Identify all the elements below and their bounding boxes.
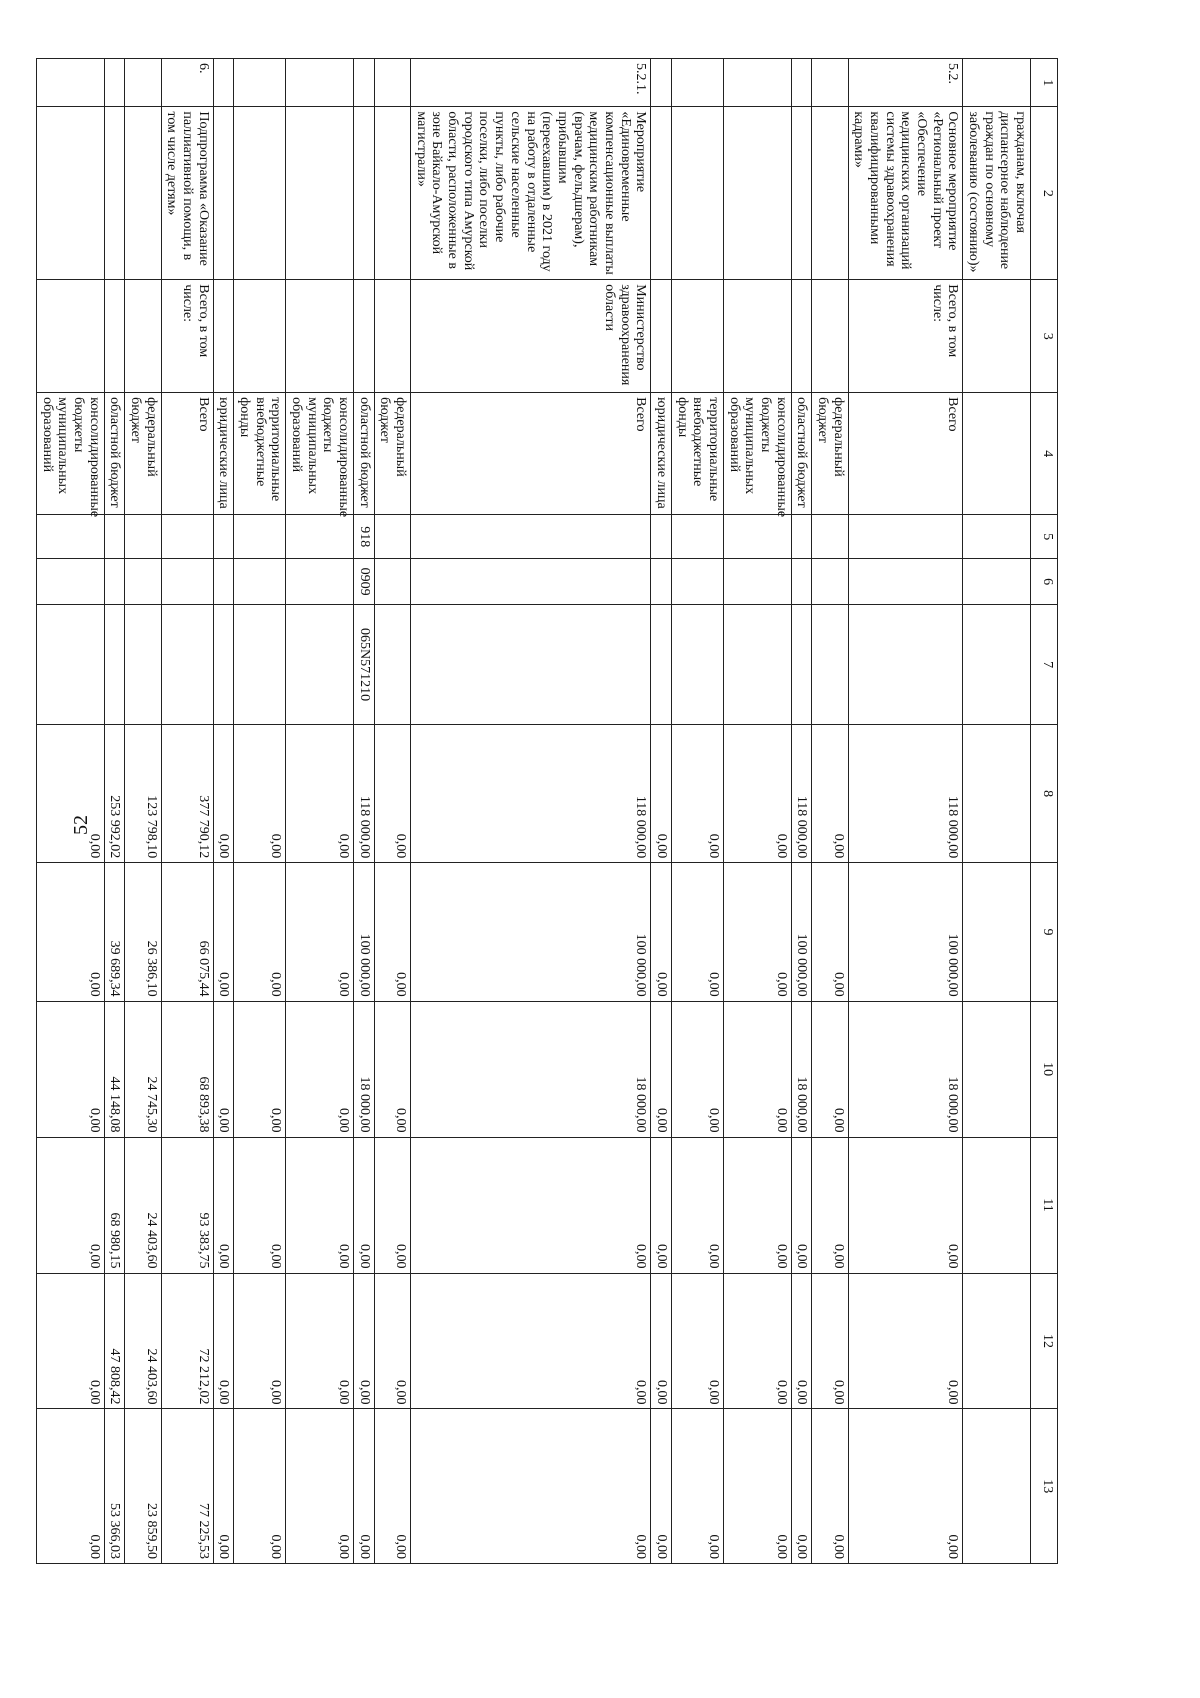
table-cell-col6 [723,559,791,605]
table-cell-col7 [161,605,213,725]
table-cell-col11: 0,00 [848,1137,963,1273]
table-cell-col2 [671,107,723,280]
header-cell: 4 [1031,393,1058,515]
table-cell-col10: 18 000,00 [848,1001,963,1137]
table-cell-col12: 0,00 [234,1273,286,1409]
table-body [37,59,1031,1564]
table-cell-col5 [963,515,1031,559]
table-cell-col9: 100 000,00 [791,863,812,1001]
table-cell-col12: 0,00 [411,1273,651,1409]
table-cell-col13: 53 366,03 [104,1409,125,1564]
table-cell-col10: 18 000,00 [354,1001,375,1137]
table-cell-col2 [37,107,105,280]
table-cell-col8: 123 798,10 [125,725,161,863]
table-cell-col12: 0,00 [37,1273,105,1409]
table-cell-col10 [963,1001,1031,1137]
table-cell-col11: 0,00 [374,1137,410,1273]
table-cell-col6 [791,559,812,605]
table-cell-col13 [963,1409,1031,1564]
table-cell-col10: 0,00 [651,1001,672,1137]
table-cell-col7 [411,605,651,725]
table-row [104,59,125,1564]
table-cell-col12: 0,00 [791,1273,812,1409]
table-cell-col5 [104,515,125,559]
table-cell-col10: 0,00 [234,1001,286,1137]
table-row [791,59,812,1564]
budget-table [36,58,1058,1564]
table-cell-col11 [963,1137,1031,1273]
table-cell-col5 [848,515,963,559]
table-cell-col3 [671,280,723,393]
table-cell-col8: 253 992,02 [104,725,125,863]
table-cell-col7 [125,605,161,725]
table-cell-col5 [651,515,672,559]
table-cell-col2 [104,107,125,280]
table-cell-col13: 0,00 [37,1409,105,1564]
table-cell-col11: 0,00 [354,1137,375,1273]
table-cell-col13: 0,00 [812,1409,848,1564]
table-cell-col4: территориальные внебюджетные фонды [234,393,286,515]
table-cell-col3 [791,280,812,393]
table-cell-col1 [37,59,105,107]
table-cell-col1 [671,59,723,107]
table-row [848,59,963,1564]
table-cell-col4: юридические лица [651,393,672,515]
table-cell-col2 [125,107,161,280]
table-cell-col9: 100 000,00 [848,863,963,1001]
table-cell-col4: консолидированные бюджеты муниципальных образований [286,393,354,515]
table-row [234,59,286,1564]
table-cell-col10: 18 000,00 [411,1001,651,1137]
header-cell: 5 [1031,515,1058,559]
table-cell-col4: федеральный бюджет [125,393,161,515]
table-cell-col4: областной бюджет [354,393,375,515]
table-cell-col4: федеральный бюджет [812,393,848,515]
table-row [161,59,213,1564]
header-cell: 2 [1031,107,1058,280]
table-cell-col6 [411,559,651,605]
table-cell-col5 [671,515,723,559]
table-row [651,59,672,1564]
table-cell-col13: 0,00 [791,1409,812,1564]
table-cell-col1: 6. [161,59,213,107]
table-cell-col13: 0,00 [848,1409,963,1564]
table-cell-col5: 918 [354,515,375,559]
table-cell-col9: 0,00 [651,863,672,1001]
table-row [286,59,354,1564]
table-cell-col9: 0,00 [234,863,286,1001]
table-cell-col8: 0,00 [671,725,723,863]
table-cell-col11: 0,00 [651,1137,672,1273]
table-cell-col13: 0,00 [671,1409,723,1564]
table-cell-col11: 0,00 [234,1137,286,1273]
table-cell-col2 [651,107,672,280]
table-cell-col1: 5.2.1. [411,59,651,107]
table-cell-col9: 66 075,44 [161,863,213,1001]
table-cell-col11: 0,00 [791,1137,812,1273]
header-cell: 13 [1031,1409,1058,1564]
header-cell: 7 [1031,605,1058,725]
table-cell-col6 [104,559,125,605]
table-cell-col10: 24 745,30 [125,1001,161,1137]
table-cell-col1 [213,59,234,107]
table-cell-col13: 0,00 [723,1409,791,1564]
table-cell-col11: 0,00 [671,1137,723,1273]
table-cell-col9: 0,00 [374,863,410,1001]
table-cell-col11: 0,00 [723,1137,791,1273]
table-cell-col4: Всего [411,393,651,515]
table-cell-col6 [848,559,963,605]
table-cell-col7 [37,605,105,725]
table-cell-col8: 0,00 [234,725,286,863]
table-cell-col7 [374,605,410,725]
table-cell-col3 [651,280,672,393]
table-cell-col5 [411,515,651,559]
table-cell-col9: 0,00 [37,863,105,1001]
table-row [37,59,105,1564]
table-cell-col13: 0,00 [374,1409,410,1564]
header-cell: 3 [1031,280,1058,393]
table-cell-col5 [791,515,812,559]
table-cell-col1 [651,59,672,107]
table-cell-col13: 0,00 [651,1409,672,1564]
table-cell-col11: 68 980,15 [104,1137,125,1273]
table-cell-col8: 118 000,00 [354,725,375,863]
table-cell-col10: 68 893,38 [161,1001,213,1137]
table-cell-col12: 24 403,60 [125,1273,161,1409]
table-row [671,59,723,1564]
table-cell-col5 [161,515,213,559]
table-cell-col3 [286,280,354,393]
table-cell-col10: 0,00 [37,1001,105,1137]
page-number: 52 [70,815,92,835]
table-cell-col5 [812,515,848,559]
header-cell: 9 [1031,863,1058,1001]
table-cell-col12: 0,00 [723,1273,791,1409]
table-cell-col8: 118 000,00 [411,725,651,863]
table-cell-col6: 0909 [354,559,375,605]
table-cell-col8: 118 000,00 [791,725,812,863]
table-row [125,59,161,1564]
table-cell-col7 [671,605,723,725]
table-cell-col9 [963,863,1031,1001]
table-cell-col2: гражданам, включая диспансерное наблюдение граждан по основному заболеванию (состоянию)» [963,107,1031,280]
table-cell-col8: 377 790,12 [161,725,213,863]
table-cell-col8: 118 000,00 [848,725,963,863]
table-cell-col13: 0,00 [354,1409,375,1564]
table-cell-col1: 5.2. [848,59,963,107]
table-cell-col6 [671,559,723,605]
table-cell-col8: 0,00 [723,725,791,863]
table-cell-col1 [791,59,812,107]
table-cell-col5 [723,515,791,559]
table-cell-col2 [234,107,286,280]
table-cell-col6 [213,559,234,605]
table-cell-col3 [354,280,375,393]
table-cell-col8: 0,00 [651,725,672,863]
table-cell-col11: 0,00 [411,1137,651,1273]
table-cell-col12: 0,00 [671,1273,723,1409]
table-row [723,59,791,1564]
table-cell-col5 [286,515,354,559]
table-cell-col10: 0,00 [812,1001,848,1137]
table-cell-col10: 18 000,00 [791,1001,812,1137]
table-cell-col3 [723,280,791,393]
table-row [354,59,375,1564]
table-cell-col10: 0,00 [213,1001,234,1137]
table-cell-col11: 0,00 [37,1137,105,1273]
table-cell-col5 [374,515,410,559]
table-row [963,59,1031,1564]
table-cell-col9: 0,00 [671,863,723,1001]
table-cell-col13: 0,00 [411,1409,651,1564]
table-cell-col9: 0,00 [812,863,848,1001]
table-cell-col6 [374,559,410,605]
table-cell-col7 [963,605,1031,725]
table-cell-col2 [354,107,375,280]
table-cell-col6 [963,559,1031,605]
table-cell-col9: 26 386,10 [125,863,161,1001]
table-cell-col13: 77 225,53 [161,1409,213,1564]
table-cell-col2 [213,107,234,280]
table-cell-col7 [104,605,125,725]
table-rotated [39,58,1058,1564]
table-cell-col5 [234,515,286,559]
table-cell-col2 [791,107,812,280]
table-cell-col13: 0,00 [286,1409,354,1564]
table-cell-col7 [286,605,354,725]
table-cell-col3 [374,280,410,393]
table-cell-col7 [791,605,812,725]
table-cell-col8: 0,00 [213,725,234,863]
table-cell-col10: 0,00 [286,1001,354,1137]
header-row [1031,59,1058,1564]
table-cell-col3 [234,280,286,393]
table-cell-col9: 100 000,00 [354,863,375,1001]
table-cell-col6 [125,559,161,605]
table-cell-col1 [125,59,161,107]
table-cell-col11: 0,00 [213,1137,234,1273]
table-cell-col4: федеральный бюджет [374,393,410,515]
table-cell-col12: 0,00 [374,1273,410,1409]
table-cell-col3 [963,280,1031,393]
table-cell-col13: 0,00 [234,1409,286,1564]
table-cell-col4: Всего [848,393,963,515]
table-cell-col2: Подпрограмма «Оказание паллиативной помощи, в том числе детям» [161,107,213,280]
table-row [213,59,234,1564]
header-cell: 11 [1031,1137,1058,1273]
table-cell-col12: 0,00 [651,1273,672,1409]
table-cell-col1 [354,59,375,107]
table-cell-col3 [812,280,848,393]
table-cell-col6 [37,559,105,605]
table-cell-col2 [286,107,354,280]
table-cell-col1 [963,59,1031,107]
table-cell-col3: Всего, в том числе: [848,280,963,393]
table-row [812,59,848,1564]
table-cell-col7 [848,605,963,725]
table-cell-col1 [104,59,125,107]
table-cell-col1 [374,59,410,107]
table-cell-col4: территориальные внебюджетные фонды [671,393,723,515]
table-cell-col12: 0,00 [848,1273,963,1409]
table-cell-col4: консолидированные бюджеты муниципальных образований [723,393,791,515]
header-cell: 6 [1031,559,1058,605]
table-cell-col13: 23 859,50 [125,1409,161,1564]
header-cell: 12 [1031,1273,1058,1409]
table-cell-col2 [812,107,848,280]
table-cell-col11: 0,00 [812,1137,848,1273]
table-cell-col7: 065N571210 [354,605,375,725]
table-cell-col2 [723,107,791,280]
table-cell-col11: 24 403,60 [125,1137,161,1273]
table-cell-col1 [234,59,286,107]
table-cell-col9: 100 000,00 [411,863,651,1001]
table-cell-col7 [812,605,848,725]
table-cell-col10: 0,00 [374,1001,410,1137]
table-cell-col9: 0,00 [213,863,234,1001]
header-cell: 10 [1031,1001,1058,1137]
table-cell-col10: 44 148,08 [104,1001,125,1137]
table-cell-col11: 93 383,75 [161,1137,213,1273]
table-cell-col2: Мероприятие «Единовременные компенсационные выплаты медицинским работникам (врачам, фельдшерам), прибывшим (переехавшим) в 2021 году на работу в отдаленные сельские населенные пункты, либо рабочие поселки, либо поселки городского типа Амурской области, расположенные в зоне Байкало-Амурской магистрали» [411,107,651,280]
table-cell-col3 [213,280,234,393]
table-cell-col4: консолидированные бюджеты муниципальных образований [37,393,105,515]
table-cell-col7 [234,605,286,725]
table-row [411,59,651,1564]
table-cell-col10: 0,00 [723,1001,791,1137]
table-cell-col5 [125,515,161,559]
header-cell: 8 [1031,725,1058,863]
table-cell-col11: 0,00 [286,1137,354,1273]
table-cell-col12 [963,1273,1031,1409]
table-cell-col5 [37,515,105,559]
table-cell-col8: 0,00 [812,725,848,863]
table-cell-col7 [723,605,791,725]
table-cell-col2 [374,107,410,280]
table-cell-col7 [651,605,672,725]
header-cell: 1 [1031,59,1058,107]
table-cell-col4: областной бюджет [791,393,812,515]
table-cell-col13: 0,00 [213,1409,234,1564]
table-cell-col8: 0,00 [286,725,354,863]
table-cell-col4: юридические лица [213,393,234,515]
table-cell-col6 [812,559,848,605]
table-cell-col12: 0,00 [354,1273,375,1409]
table-cell-col8: 0,00 [37,725,105,863]
table-cell-col12: 47 808,42 [104,1273,125,1409]
table-cell-col6 [234,559,286,605]
table-cell-col6 [161,559,213,605]
table-cell-col9: 0,00 [286,863,354,1001]
table-cell-col1 [723,59,791,107]
table-cell-col5 [213,515,234,559]
table-cell-col3 [37,280,105,393]
table-cell-col3: Всего, в том числе: [161,280,213,393]
table-cell-col8 [963,725,1031,863]
table-cell-col4 [963,393,1031,515]
table-cell-col6 [286,559,354,605]
table-cell-col4: областной бюджет [104,393,125,515]
table-cell-col12: 0,00 [286,1273,354,1409]
table-row [374,59,410,1564]
table-cell-col10: 0,00 [671,1001,723,1137]
table-cell-col1 [286,59,354,107]
table-cell-col12: 0,00 [213,1273,234,1409]
table-cell-col9: 39 689,34 [104,863,125,1001]
table-cell-col3 [125,280,161,393]
table-cell-col3: Министерство здравоохранения области [411,280,651,393]
table-cell-col6 [651,559,672,605]
table-cell-col12: 0,00 [812,1273,848,1409]
table-cell-col3 [104,280,125,393]
table-cell-col4: Всего [161,393,213,515]
table-cell-col1 [812,59,848,107]
table-cell-col12: 72 212,02 [161,1273,213,1409]
table-cell-col7 [213,605,234,725]
table-cell-col8: 0,00 [374,725,410,863]
table-cell-col2: Основное мероприятие «Региональный проект «Обеспечение медицинских организаций системы здравоохранения квалифицированными кадрами» [848,107,963,280]
table-cell-col9: 0,00 [723,863,791,1001]
